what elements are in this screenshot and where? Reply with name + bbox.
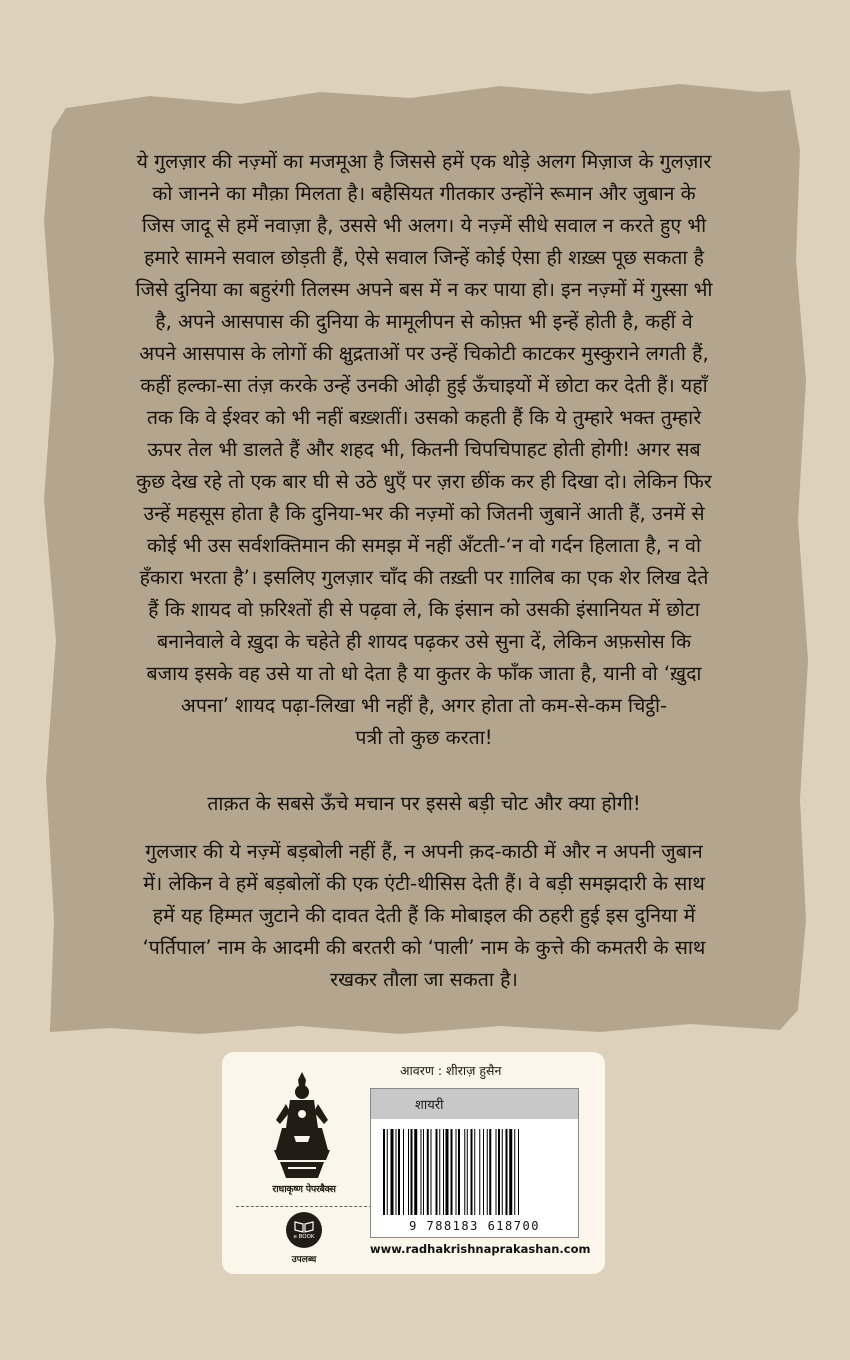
text-line: है, अपने आसपास की दुनिया के मामूलीपन से कोफ़्त भी इन्हें होती है, कहीं वे: [155, 310, 693, 333]
barcode-bar: [423, 1129, 424, 1215]
ebook-caption: उपलब्ध: [291, 1255, 317, 1265]
text-line: कहीं हल्का-सा तंज़ करके उन्हें उनकी ओढ़ी हुई ऊँचाइयों में छोटा कर देती हैं। यहाँ: [140, 374, 708, 397]
text-line: हमारे सामने सवाल छोड़ती हैं, ऐसे सवाल जिन्हें कोई ऐसा ही शख़्स पूछ सकता है: [144, 246, 704, 269]
barcode-bar: [427, 1129, 429, 1215]
publisher-panel: [222, 1052, 605, 1274]
text-line: अपना’ शायद पढ़ा-लिखा भी नहीं है, अगर होता तो कम-से-कम चिट्ठी-: [180, 694, 668, 717]
barcode-bar: [464, 1129, 465, 1215]
text-line: हँकारा भरता है’। इसलिए गुलज़ार चाँद की तख़्ती पर ग़ालिब का एक शेर लिख देते: [139, 566, 709, 589]
text-line: बनानेवाले वे ख़ुदा के चहेते ही शायद पढ़कर उसे सुना दें, लेकिन अफ़सोस कि: [157, 630, 691, 653]
barcode-bar: [411, 1129, 413, 1215]
text-line: ‘पर्तिपाल’ नाम के आदमी की बरतरी को ‘पाली’ नाम के कुत्ते की कमतरी के साथ: [142, 936, 706, 959]
text-line: ताक़त के सबसे ऊँचे मचान पर इससे बड़ी चोट और क्या होगी!: [207, 792, 641, 815]
barcode-bar: [443, 1129, 444, 1215]
barcode-bar: [467, 1129, 468, 1215]
text-line: कुछ देख रहे तो एक बार घी से उठे धुएँ पर ज़रा छींक कर ही दिखा दो। लेकिन फिर: [136, 470, 712, 493]
blurb-paragraph-1: [78, 146, 770, 754]
barcode-bar: [398, 1129, 400, 1215]
barcode-box: [370, 1088, 579, 1238]
text-line: जिस जादू से हमें नवाज़ा है, उससे भी अलग। ये नज़्में सीधे सवाल न करते हुए भी: [141, 214, 707, 237]
barcode-bar: [403, 1129, 404, 1215]
text-line: रखकर तौला जा सकता है।: [330, 968, 518, 991]
barcode-bar: [451, 1129, 453, 1215]
text-line: तक कि वे ईश्वर को भी नहीं बख़्शतीं। उसको कहती हैं कि ये तुम्हारे भक्त तुम्हारे: [146, 406, 702, 429]
barcode-bar: [502, 1129, 503, 1215]
publisher-name: राधाकृष्ण पेपरबैक्स: [272, 1184, 336, 1195]
barcode-bar: [487, 1129, 488, 1215]
barcode-bar: [439, 1129, 440, 1215]
text-line: हैं कि शायद वो फ़रिश्तों ही से पढ़वा ले, कि इंसान को उसकी इंसानियत में छोटा: [148, 598, 700, 621]
barcode-bar: [446, 1129, 449, 1215]
barcode-bar: [479, 1129, 480, 1215]
barcode-bar: [387, 1129, 388, 1215]
text-line: हमें यह हिम्मत जुटाने की दावत देती हैं कि मोबाइल की ठहरी हुई इस दुनिया में: [152, 904, 696, 927]
text-line: को जानने का मौक़ा मिलता है। बहैसियत गीतकार उन्होंने रूमान और जुबान के: [152, 182, 696, 205]
blurb-paragraph-2: [78, 788, 770, 820]
genre-bar: [371, 1089, 578, 1119]
barcode-bar: [496, 1129, 497, 1215]
barcode-bar: [436, 1129, 438, 1215]
barcode-bar: [421, 1129, 422, 1215]
text-line: बजाय इसके वह उसे या तो धो देता है या कुतर के फाँक जाता है, यानी वो ‘ख़ुदा: [146, 662, 702, 685]
barcode-bar: [383, 1129, 385, 1215]
genre-label: शायरी: [415, 1098, 444, 1113]
text-line: कोई भी उस सर्वशक्तिमान की समझ में नहीं अँटती-‘न वो गर्दन हिलाता है, न वो: [146, 534, 702, 557]
barcode-bar: [489, 1129, 491, 1215]
text-line: में। लेकिन वे हमें बड़बोलों की एक एंटी-थीसिस देती हैं। वे बड़ी समझदारी के साथ: [143, 872, 705, 895]
barcode-bar: [458, 1129, 460, 1215]
text-line: अपने आसपास के लोगों की क्षुद्रताओं पर उन्हें चिकोटी काटकर मुस्कुराने लगती हैं,: [139, 342, 709, 365]
seated-deity-icon: [272, 1070, 332, 1182]
barcode-bar: [471, 1129, 473, 1215]
barcode-bar: [518, 1129, 519, 1215]
text-line: उन्हें महसूस होता है कि दुनिया-भर की नज़्मों को जितनी जुबानें आती हैं, उनमें से: [143, 502, 705, 525]
publisher-website[interactable]: www.radhakrishnaprakashan.com: [370, 1242, 591, 1256]
barcode-bar: [506, 1129, 508, 1215]
cover-credit: आवरण : शीराज़ हुसैन: [400, 1063, 502, 1078]
divider: [236, 1206, 372, 1207]
barcode-bar: [414, 1129, 417, 1215]
ebook-label: e BOOK: [293, 1234, 315, 1240]
barcode-bar: [514, 1129, 515, 1215]
isbn-number: 9 788183 618700: [409, 1219, 540, 1233]
barcode-bar: [456, 1129, 457, 1215]
text-line: जिसे दुनिया का बहुरंगी तिलस्म अपने बस में न कर पाया हो। इन नज़्मों में गुस्सा भी: [135, 278, 713, 301]
ebook-badge: [286, 1212, 322, 1248]
barcode-bar: [408, 1129, 409, 1215]
text-line: पत्री तो कुछ करता!: [355, 726, 493, 749]
book-icon: [286, 1212, 322, 1248]
barcode-bar: [391, 1129, 394, 1215]
barcode-bar: [483, 1129, 484, 1215]
text-line: ये गुलज़ार की नज़्मों का मजमूआ है जिससे हमें एक थोड़े अलग मिज़ाज के गुलज़ार: [136, 150, 712, 173]
barcode-bar: [509, 1129, 512, 1215]
barcode-bar: [396, 1129, 397, 1215]
text-line: गुलजार की ये नज़्में बड़बोली नहीं हैं, न अपनी क़द-काठी में और न अपनी जुबान: [145, 840, 703, 863]
barcode-bar: [498, 1129, 500, 1215]
blurb-paragraph-3: [78, 836, 770, 996]
barcode-icon: [381, 1129, 568, 1219]
text-line: ऊपर तेल भी डालते हैं और शहद भी, कितनी चिपचिपाहट होती होगी! अगर सब: [147, 438, 701, 461]
barcode-bar: [474, 1129, 475, 1215]
barcode-bar: [431, 1129, 432, 1215]
